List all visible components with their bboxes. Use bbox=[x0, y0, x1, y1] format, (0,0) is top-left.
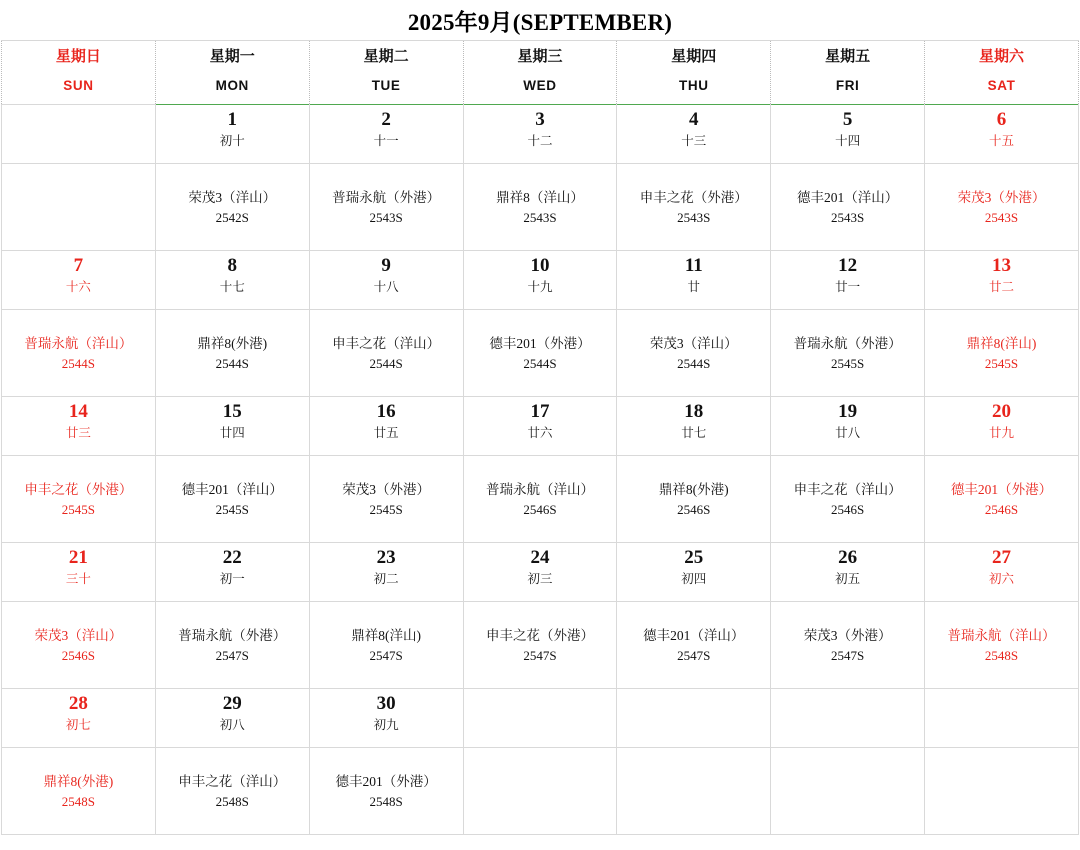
voyage-code: 2543S bbox=[369, 209, 403, 225]
day-number: 21 bbox=[68, 547, 88, 568]
vessel-name: 德丰201（洋山） bbox=[643, 627, 745, 643]
calendar-day-cell[interactable] bbox=[463, 543, 617, 602]
calendar-date-row bbox=[2, 689, 1079, 748]
vessel-schedule-cell[interactable] bbox=[617, 310, 771, 397]
weekday-header-mon bbox=[155, 41, 309, 105]
calendar-event-row bbox=[2, 310, 1079, 397]
day-number: 11 bbox=[684, 255, 703, 276]
day-number: 14 bbox=[68, 401, 88, 422]
weekday-header-sat bbox=[925, 41, 1079, 105]
day-number: 29 bbox=[222, 693, 242, 714]
day-number: 18 bbox=[684, 401, 704, 422]
vessel-name: 申丰之花（外港） bbox=[639, 189, 748, 205]
calendar-empty-cell bbox=[463, 748, 617, 835]
lunar-date: 廿 bbox=[687, 280, 701, 294]
vessel-name: 荣茂3（外港） bbox=[803, 627, 892, 643]
calendar-day-cell[interactable] bbox=[2, 397, 156, 456]
weekday-label-cn: 星期六 bbox=[979, 49, 1025, 65]
day-number: 4 bbox=[689, 109, 699, 130]
calendar-day-cell[interactable] bbox=[925, 543, 1079, 602]
vessel-name: 鼎祥8(洋山) bbox=[351, 627, 421, 643]
lunar-date: 廿二 bbox=[989, 280, 1015, 294]
vessel-schedule-cell[interactable] bbox=[925, 456, 1079, 543]
calendar-date-row bbox=[2, 543, 1079, 602]
weekday-header-tue bbox=[309, 41, 463, 105]
calendar-date-row bbox=[2, 397, 1079, 456]
calendar-day-cell[interactable] bbox=[155, 251, 309, 310]
voyage-code: 2548S bbox=[215, 793, 249, 809]
page-title: 2025年9月(SEPTEMBER) bbox=[407, 9, 673, 35]
voyage-code: 2546S bbox=[984, 501, 1019, 517]
vessel-name: 德丰201（外港） bbox=[335, 773, 437, 789]
day-number: 2 bbox=[381, 109, 391, 130]
voyage-code: 2548S bbox=[984, 647, 1019, 663]
vessel-name: 申丰之花（外港） bbox=[485, 627, 594, 643]
voyage-code: 2544S bbox=[369, 355, 403, 371]
calendar-day-cell[interactable] bbox=[463, 105, 617, 164]
lunar-date: 十六 bbox=[65, 280, 91, 294]
voyage-code: 2543S bbox=[984, 209, 1019, 225]
voyage-code: 2542S bbox=[215, 209, 249, 225]
calendar-day-cell[interactable] bbox=[771, 397, 925, 456]
weekday-label-cn: 星期日 bbox=[55, 49, 101, 65]
day-number: 1 bbox=[227, 109, 238, 130]
weekday-label-cn: 星期五 bbox=[825, 49, 871, 65]
day-number: 3 bbox=[535, 109, 545, 130]
calendar-day-cell[interactable] bbox=[463, 397, 617, 456]
calendar-day-cell[interactable] bbox=[617, 251, 771, 310]
calendar-empty-cell bbox=[771, 689, 925, 748]
day-number: 7 bbox=[73, 255, 84, 276]
calendar-day-cell[interactable] bbox=[925, 105, 1079, 164]
vessel-schedule-cell[interactable] bbox=[925, 164, 1079, 251]
vessel-schedule-cell[interactable] bbox=[925, 602, 1079, 689]
vessel-schedule-cell[interactable] bbox=[617, 456, 771, 543]
vessel-schedule-cell[interactable] bbox=[155, 310, 309, 397]
calendar-day-cell[interactable] bbox=[309, 689, 463, 748]
vessel-name: 普瑞永航（洋山） bbox=[485, 481, 594, 497]
vessel-schedule-cell[interactable] bbox=[309, 310, 463, 397]
calendar-empty-cell bbox=[925, 689, 1079, 748]
weekday-label-cn: 星期四 bbox=[671, 49, 717, 65]
calendar-day-cell[interactable] bbox=[309, 105, 463, 164]
lunar-date: 廿一 bbox=[835, 280, 861, 294]
lunar-date: 三十 bbox=[65, 572, 91, 586]
calendar-title-bar bbox=[0, 0, 1080, 40]
vessel-name: 申丰之花（外港） bbox=[24, 481, 133, 497]
vessel-schedule-cell[interactable] bbox=[155, 164, 309, 251]
calendar-day-cell[interactable] bbox=[2, 543, 156, 602]
vessel-schedule-cell[interactable] bbox=[2, 310, 156, 397]
day-number: 25 bbox=[684, 547, 704, 568]
calendar-event-row bbox=[2, 748, 1079, 835]
calendar-empty-cell bbox=[463, 689, 617, 748]
lunar-date: 初九 bbox=[373, 718, 399, 732]
day-number: 19 bbox=[838, 401, 858, 422]
calendar-empty-cell bbox=[2, 105, 156, 164]
vessel-name: 德丰201（外港） bbox=[489, 335, 591, 351]
calendar-empty-cell bbox=[925, 748, 1079, 835]
calendar-day-cell[interactable] bbox=[617, 105, 771, 164]
voyage-code: 2544S bbox=[677, 355, 711, 371]
day-number: 28 bbox=[68, 693, 88, 714]
vessel-name: 申丰之花（洋山） bbox=[793, 481, 902, 497]
calendar-day-cell[interactable] bbox=[925, 397, 1079, 456]
vessel-name: 鼎祥8(外港) bbox=[658, 481, 729, 497]
lunar-date: 初七 bbox=[65, 718, 91, 732]
lunar-date: 廿六 bbox=[527, 426, 553, 440]
lunar-date: 十二 bbox=[527, 134, 553, 148]
voyage-code: 2543S bbox=[831, 209, 865, 225]
day-number: 30 bbox=[376, 693, 396, 714]
calendar-day-cell[interactable] bbox=[155, 105, 309, 164]
vessel-schedule-cell[interactable] bbox=[309, 456, 463, 543]
calendar-day-cell[interactable] bbox=[2, 689, 156, 748]
vessel-schedule-cell[interactable] bbox=[617, 164, 771, 251]
calendar-day-cell[interactable] bbox=[309, 251, 463, 310]
voyage-code: 2546S bbox=[523, 501, 557, 517]
calendar-day-cell[interactable] bbox=[771, 251, 925, 310]
lunar-date: 十三 bbox=[681, 134, 707, 148]
vessel-schedule-cell[interactable] bbox=[309, 602, 463, 689]
vessel-name: 荣茂3（洋山） bbox=[649, 335, 738, 351]
weekday-label-en: FRI bbox=[835, 78, 860, 93]
vessel-name: 鼎祥8(外港) bbox=[43, 773, 114, 789]
vessel-name: 普瑞永航（外港） bbox=[332, 189, 441, 205]
voyage-code: 2546S bbox=[677, 501, 711, 517]
lunar-date: 廿七 bbox=[681, 426, 707, 440]
voyage-code: 2548S bbox=[369, 793, 403, 809]
day-number: 15 bbox=[222, 401, 242, 422]
lunar-date: 廿八 bbox=[835, 426, 861, 440]
day-number: 8 bbox=[227, 255, 238, 276]
calendar-event-row bbox=[2, 456, 1079, 543]
voyage-code: 2543S bbox=[523, 209, 557, 225]
voyage-code: 2547S bbox=[523, 647, 557, 663]
calendar-day-cell[interactable] bbox=[155, 543, 309, 602]
vessel-schedule-cell[interactable] bbox=[155, 456, 309, 543]
calendar-day-cell[interactable] bbox=[155, 689, 309, 748]
day-number: 16 bbox=[376, 401, 396, 422]
day-number: 27 bbox=[992, 547, 1012, 568]
vessel-name: 德丰201（洋山） bbox=[181, 481, 283, 497]
vessel-name: 鼎祥8(洋山) bbox=[966, 335, 1037, 351]
voyage-code: 2547S bbox=[677, 647, 711, 663]
day-number: 17 bbox=[530, 401, 550, 422]
vessel-schedule-cell[interactable] bbox=[2, 456, 156, 543]
voyage-code: 2545S bbox=[984, 355, 1019, 371]
vessel-name: 鼎祥8(外港) bbox=[197, 335, 268, 351]
calendar-body bbox=[2, 105, 1079, 835]
calendar-day-cell[interactable] bbox=[771, 543, 925, 602]
weekday-label-cn: 星期二 bbox=[363, 49, 409, 65]
vessel-schedule-cell[interactable] bbox=[2, 748, 156, 835]
calendar-day-cell[interactable] bbox=[617, 543, 771, 602]
calendar-day-cell[interactable] bbox=[309, 543, 463, 602]
calendar-table bbox=[1, 40, 1079, 835]
vessel-schedule-cell[interactable] bbox=[463, 456, 617, 543]
vessel-schedule-cell[interactable] bbox=[463, 310, 617, 397]
vessel-schedule-cell[interactable] bbox=[309, 748, 463, 835]
calendar-day-cell[interactable] bbox=[925, 251, 1079, 310]
weekday-label-en: MON bbox=[215, 78, 249, 93]
vessel-schedule-cell[interactable] bbox=[771, 164, 925, 251]
voyage-code: 2546S bbox=[61, 647, 96, 663]
voyage-code: 2548S bbox=[61, 793, 96, 809]
weekday-label-en: SUN bbox=[63, 78, 94, 93]
lunar-date: 廿五 bbox=[373, 426, 399, 440]
calendar-empty-cell bbox=[2, 164, 156, 251]
weekday-label-en: SAT bbox=[987, 78, 1016, 93]
voyage-code: 2545S bbox=[215, 501, 249, 517]
calendar-date-row bbox=[2, 105, 1079, 164]
lunar-date: 初十 bbox=[219, 134, 245, 148]
calendar-date-row bbox=[2, 251, 1079, 310]
voyage-code: 2544S bbox=[61, 355, 96, 371]
vessel-name: 申丰之花（洋山） bbox=[332, 335, 441, 351]
lunar-date: 廿三 bbox=[65, 426, 91, 440]
lunar-date: 十一 bbox=[373, 134, 399, 148]
calendar-empty-cell bbox=[617, 748, 771, 835]
vessel-schedule-cell[interactable] bbox=[155, 602, 309, 689]
day-number: 23 bbox=[376, 547, 396, 568]
lunar-date: 初三 bbox=[527, 572, 553, 586]
weekday-header-fri bbox=[771, 41, 925, 105]
vessel-name: 荣茂3（外港） bbox=[342, 481, 430, 497]
lunar-date: 初八 bbox=[219, 718, 245, 732]
calendar-day-cell[interactable] bbox=[771, 105, 925, 164]
lunar-date: 初五 bbox=[835, 572, 861, 586]
calendar-day-cell[interactable] bbox=[155, 397, 309, 456]
weekday-label-en: WED bbox=[523, 78, 557, 93]
vessel-schedule-cell[interactable] bbox=[463, 602, 617, 689]
lunar-date: 十四 bbox=[835, 134, 861, 148]
voyage-code: 2545S bbox=[369, 501, 403, 517]
weekday-header-sun bbox=[2, 41, 156, 105]
vessel-schedule-cell[interactable] bbox=[925, 310, 1079, 397]
day-number: 20 bbox=[992, 401, 1012, 422]
vessel-name: 荣茂3（洋山） bbox=[34, 627, 123, 643]
lunar-date: 初一 bbox=[219, 572, 245, 586]
lunar-date: 十五 bbox=[989, 134, 1015, 148]
lunar-date: 初四 bbox=[681, 572, 707, 586]
day-number: 22 bbox=[222, 547, 242, 568]
voyage-code: 2544S bbox=[215, 355, 249, 371]
day-number: 26 bbox=[838, 547, 858, 568]
vessel-name: 普瑞永航（洋山） bbox=[947, 627, 1056, 643]
vessel-schedule-cell[interactable] bbox=[309, 164, 463, 251]
lunar-date: 初二 bbox=[373, 572, 399, 586]
day-number: 6 bbox=[996, 109, 1007, 130]
calendar-day-cell[interactable] bbox=[463, 251, 617, 310]
day-number: 5 bbox=[842, 109, 853, 130]
vessel-name: 普瑞永航（外港） bbox=[793, 335, 902, 351]
day-number: 9 bbox=[381, 255, 391, 276]
lunar-date: 初六 bbox=[989, 572, 1015, 586]
weekday-label-en: THU bbox=[679, 78, 709, 93]
vessel-schedule-cell[interactable] bbox=[155, 748, 309, 835]
voyage-code: 2547S bbox=[215, 647, 249, 663]
vessel-schedule-cell[interactable] bbox=[771, 456, 925, 543]
vessel-name: 荣茂3（洋山） bbox=[188, 189, 277, 205]
weekday-label-en: TUE bbox=[371, 78, 401, 93]
vessel-name: 德丰201（洋山） bbox=[797, 189, 899, 205]
vessel-name: 荣茂3（外港） bbox=[957, 189, 1046, 205]
voyage-code: 2544S bbox=[523, 355, 557, 371]
lunar-date: 十八 bbox=[373, 280, 399, 294]
voyage-code: 2545S bbox=[61, 501, 96, 517]
calendar-header-row bbox=[2, 41, 1079, 105]
vessel-name: 德丰201（外港） bbox=[950, 481, 1053, 497]
lunar-date: 廿九 bbox=[989, 426, 1015, 440]
calendar-empty-cell bbox=[771, 748, 925, 835]
day-number: 13 bbox=[992, 255, 1012, 276]
weekday-header-wed bbox=[463, 41, 617, 105]
calendar-event-row bbox=[2, 164, 1079, 251]
lunar-date: 廿四 bbox=[219, 426, 245, 440]
weekday-label-cn: 星期一 bbox=[209, 49, 255, 65]
calendar-day-cell[interactable] bbox=[309, 397, 463, 456]
vessel-name: 申丰之花（洋山） bbox=[178, 773, 287, 789]
calendar-empty-cell bbox=[617, 689, 771, 748]
calendar-day-cell[interactable] bbox=[617, 397, 771, 456]
vessel-name: 普瑞永航（洋山） bbox=[24, 335, 133, 351]
calendar-day-cell[interactable] bbox=[2, 251, 156, 310]
vessel-schedule-cell[interactable] bbox=[2, 602, 156, 689]
vessel-schedule-cell[interactable] bbox=[463, 164, 617, 251]
weekday-header-thu bbox=[617, 41, 771, 105]
vessel-name: 普瑞永航（外港） bbox=[178, 627, 287, 643]
voyage-code: 2547S bbox=[831, 647, 865, 663]
voyage-code: 2546S bbox=[831, 501, 865, 517]
vessel-schedule-cell[interactable] bbox=[771, 602, 925, 689]
lunar-date: 十七 bbox=[219, 280, 245, 294]
calendar-event-row bbox=[2, 602, 1079, 689]
day-number: 24 bbox=[530, 547, 550, 568]
voyage-code: 2543S bbox=[677, 209, 711, 225]
vessel-schedule-cell[interactable] bbox=[771, 310, 925, 397]
weekday-label-cn: 星期三 bbox=[517, 49, 563, 65]
day-number: 10 bbox=[530, 255, 550, 276]
lunar-date: 十九 bbox=[527, 280, 553, 294]
day-number: 12 bbox=[838, 255, 858, 276]
voyage-code: 2547S bbox=[369, 647, 403, 663]
vessel-schedule-cell[interactable] bbox=[617, 602, 771, 689]
vessel-name: 鼎祥8（洋山） bbox=[496, 189, 584, 205]
voyage-code: 2545S bbox=[831, 355, 865, 371]
